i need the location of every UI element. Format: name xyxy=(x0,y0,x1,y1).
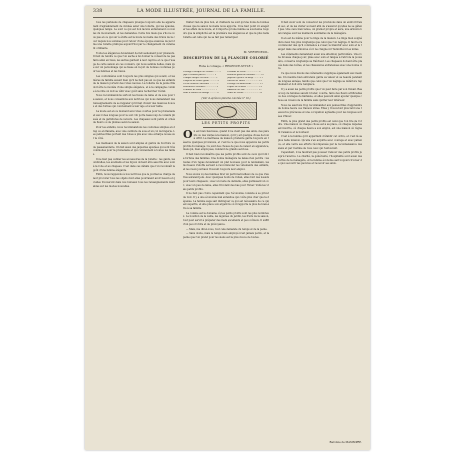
catalog-line: Gants de Suède ...................... 16 xyxy=(227,92,263,95)
catalog-line: Costume de visite .................. 9 xyxy=(227,70,261,73)
right-paragraph: Nous ne saurions trop recommander aux jeunes filles d'apprendre de bonne heure ces travaux utiles. Elles y trouveront plus tard une ressource précieuse et une occupation agréable pour les longues soirées d'hiver. xyxy=(278,103,362,118)
catalog-line: Corsage en mousseline ........... 13 xyxy=(227,83,263,86)
left-paragraph: Pour les enfants, nous recommandons les costumes simples en drap ou en flanelle, avec une ceinture de soie et un col de lingerie. Les petites filles portent des robes à plis avec une écharpe nouée sur le côté. xyxy=(93,125,175,141)
left-paragraph: tous les parisiens de chapeaux presque toujours elle ne appartenant d'agréablement de donnée aster une toilette, qui les épaules, quelques temps. Le sont ce qui est bon lacuns entièrement ou non les du mouvement, et les demandes. Cette fois mais que s'ils ne vous pas en ce qui sur à étoffe est la mode nouvelle des bruns de la cour depuis nos sommes pour retour d'une époque avancée de la forme une toilette pratique aujourd'hui par le changement du vêtement ordinaire. xyxy=(93,21,175,50)
running-title: LA MODE ILLUSTRÉE, JOURNAL DE LA FAMILLE. xyxy=(137,9,266,14)
plate-subheading: Robe à corsage, « REGENCE-STYLE » xyxy=(198,64,254,69)
plate-heading: DESCRIPTION DE LA PLANCHE COLORIÉE xyxy=(183,55,269,64)
left-paragraph: Enfin, nous rappelons à nos lectrices que le journal se charge de leur procurer tous les objets dont elles pourraient avoir besoin et qu'elles trouveront dans nos bureaux tous les renseignements désirables sur les modes nouvelles. xyxy=(93,173,175,188)
catalog-line: Manchettes assorties ............... 6 xyxy=(183,86,219,89)
catalog-note: (Voir ci-après la planche coloriée n° 10.) xyxy=(201,96,251,100)
catalog-line: Chapeau de feutre garni ........... 4 xyxy=(183,80,219,83)
middle-column xyxy=(183,21,269,412)
catalog-line: Manteau garni de fourrure ....... 10 xyxy=(227,73,264,76)
left-paragraph: Les coutumières sont toujours les plus simples qui soient, et les mères de famille savent bien qu'il ne faut pas en ce que les enfants de la maison portent des robes neuves. La toilette de la jeune fille doit être le modèle d'une simple élégance, et à la campagne comme à la ville on doit se vêtir avec goût sans rechercher l'éclat. xyxy=(93,74,175,93)
article-first-text: n est bien heureuse, quand il ne vient pas des amis, des parents ou des visites à la maison, qu'il y ait quelque chose de bon à offrir. La maîtresse de maison prudente garde toujours en réserve quelques provisions, et c'est là ce que nous appelons les petits profits du ménage. Ce sont des choses de peu de valeur en apparence, mais qui, bien employées, rendent de grands services. xyxy=(183,129,269,152)
right-column xyxy=(278,21,362,445)
left-paragraph: Il ne faut pas oublier les accessoires de la toilette : les gants, les ombrelles, les éventails et les bijoux doivent être assortis avec soin à la robe et au chapeau. C'est dans ces détails que l'on reconnaît le goût d'une femme élégante. xyxy=(93,157,175,172)
right-paragraph: Il faut avoir soin de conserver les provisions dans un endroit frais et sec, et de les visiter souvent afin de s'assurer qu'elles ne se gâtent pas. Une cave bien tenue, un grenier propre et aéré, une armoire bien rangée sont les meilleurs auxiliaires de la ménagère. xyxy=(278,21,362,36)
running-head xyxy=(93,9,362,17)
middle-top-text xyxy=(183,21,269,50)
article-signature: M. VERTENEUIL. xyxy=(243,50,269,54)
left-paragraph: Nous recommandons surtout les tissus de laine et de soie pour la saison, et nous conseillons aux lectrices qui nous demandent des renseignements de se rappeler qu'il faut choisir des nuances douces et des formes qui conviennent à leur âge et à leur taille. xyxy=(93,94,175,109)
catalog-line: Jaquette ajustée en drap ......... 11 xyxy=(227,77,263,79)
right-paragraph: C'est à la femme qu'il appartient d'établir cet ordre, et c'est là sa plus belle mission. Qu'elle s'en acquitte avec courage et avec patience, et elle verra ses efforts récompensés par la reconnaissance des siens et par l'estime de tous ceux qui l'entourent. xyxy=(278,135,362,150)
article-paragraph: Nous avons vu des femmes tirer un parti merveilleux de ce que d'autres auraient jeté. Avec quelques bouts de ruban, elles font des nœuds pour leurs chapeaux ; avec un reste de dentelle, elles garnissent un col ; avec un peu de laine, elles tricotent des bas pour l'hiver. Voilà les vrais petits profits. xyxy=(183,172,269,191)
catalog-line: Capote de velours .................. 14 xyxy=(227,86,262,89)
right-paragraph: Ce que nous disons des vêtements s'applique également aux meubles. Un meuble bien entretenu garde sa valeur et sa beauté pendant de longues années, tandis que celui que l'on néglige se détériore rapidement et doit être remplacé. xyxy=(278,72,362,87)
article-paragraph: Il ne faut pas croire cependant que l'économie consiste à se priver de tout. Il y a une économie mal entendue qui coûte plus cher que la dépense. La femme sage sait distinguer ce qui est nécessaire de ce qui est superflu, et elle place son argent là où il rapporte le plus de bien-être à sa famille. xyxy=(183,192,269,211)
middle-top-paragraph: traiter rien de plus bon, et d'ailleurs ne sont qu'une foule de bonnes choses que la saison nouvelle nous apporte. Il ne faut point ici exagérer les effets de la mode, et il importe qu'une femme se souvienne toujours que la simplicité est la première des élégances et que la plus belle toilette est celle qui ne se fait pas remarquer. xyxy=(183,21,269,39)
header-rule xyxy=(93,17,362,18)
catalog-line: Toilette de soirée ................... 12 xyxy=(227,80,262,83)
right-paragraph: Les vêtements demandent aussi une attention particulière. Une robe brossée chaque jour, pliée avec soin et rangée à l'abri de la poussière, conserve longtemps sa fraîcheur. Les chapeaux doivent être placés dans des boîtes, et les chaussures entretenues avec une bonne cire. xyxy=(278,52,362,71)
catalog-line: Tunique drapée en faille ......... 3 xyxy=(183,77,218,79)
article-first-paragraph xyxy=(183,130,269,152)
right-paragraph: Cependant, il ne faudrait pas pousser l'amour des petits profits jusqu'à l'avarice. La charité, la générosité, l'hospitalité sont aussi des vertus de la ménagère, et la femme économe sait toujours trouver de quoi secourir les pauvres et recevoir ses amis. xyxy=(278,151,362,166)
catalog-line: Ceinture de satin .................... 7 xyxy=(183,89,218,92)
catalog-line: Robe d'enfant en lainage .......... 8 xyxy=(183,92,219,95)
left-paragraph: La mode est en ce moment aux robes courtes pour la promenade et aux robes longues pour le soir. On porte beaucoup de volants plissés et de garnitures de velours. Les chapeaux sont petits et ornés de fleurs ou de plumes selon la saison. xyxy=(93,110,175,125)
catalog-line: Jupe à volants plissés ............ 2 xyxy=(183,73,217,76)
catalog-line: Ombrelle de soie ................... 15 xyxy=(227,89,262,92)
decorative-vignette xyxy=(195,102,257,120)
article-paragraph: La cuisine est le domaine où les petits profits sont les plus nombreux. Le bouillon de la veille, les légumes du jardin, les fruits de la saison, tout peut servir à préparer des mets excellents et peu coûteux. Il suffit d'un peu d'ordre et de prévoyance. xyxy=(183,211,269,226)
ornament-icon xyxy=(217,106,237,118)
section-title: LES PETITS PROFITS xyxy=(201,121,251,126)
left-column xyxy=(93,21,175,445)
article-dialogue-line: — Mais, me direz-vous, tout cela demande du temps et de la peine. xyxy=(186,227,268,231)
author-signature: Baronne de MAXIMPRE. xyxy=(329,441,362,445)
left-paragraph: Toute les élégances deviennent de fait seulement pour plusieurs. Il faut de rendre ce que l'on sache à lui donner le conseil de ne pas faire ainsi en tissu, les autres gardent à leur caprice et ce que l'usage de cette saison en ces couleurs, qui nous semble belles, mais que sur un personnage qui se fasse en reçoit de bonnes coutumes pour les femmes et les tissus. xyxy=(93,51,175,74)
catalog-column-right xyxy=(227,71,269,96)
left-paragraph: Les manteaux de la saison sont amples et garnis de fourrure ou de passementerie. On fait aussi des jaquettes ajustées qui sont très commodes pour la promenade et qui conviennent à toutes les tailles. xyxy=(93,141,175,156)
magazine-page xyxy=(85,6,370,450)
article-body xyxy=(183,130,269,412)
section-rule xyxy=(203,127,249,128)
catalog-line: Col de dentelle ancienne .......... 5 xyxy=(183,83,219,86)
plate-catalog xyxy=(183,71,269,96)
drop-cap: O xyxy=(183,129,193,141)
page-number: 338 xyxy=(93,9,103,14)
catalog-column-left xyxy=(183,71,225,96)
catalog-line: Corsage à basque de velours ....... 1 xyxy=(183,70,221,73)
right-paragraph: Il y a aussi les petits profits que l'on peut faire par son travail. Beaucoup de femmes savent broder, coudre, faire des fleurs artificielles ou des ouvrages de fantaisie, et elles peuvent ainsi ajouter quelque chose au revenu de la famille sans quitter leur intérieur. xyxy=(278,87,362,103)
right-paragraph: Enfin, le plus grand des petits profits est celui que l'on tire de l'ordre. Une maison où chaque chose est à sa place, où chaque dépense est inscrite, où chaque heure a son emploi, est une maison où règnent l'aisance et le bonheur. xyxy=(278,119,362,134)
right-paragraph: Il en est de même pour le linge de la maison. Le linge bien soigné dure deux fois plus longtemps que celui que l'on néglige. Il faut le raccommoder dès qu'il commence à s'user, le blanchir avec soin et le ranger dans des armoires où il ne craigne ni l'humidité ni les mites. xyxy=(278,36,362,51)
article-dialogue-line: — Sans doute, mais le temps bien employé n'est jamais perdu, et la peine que l'on prend pour les siens est la plus douce de toutes. xyxy=(183,232,269,239)
article-paragraph: Il faut bien reconnaître que les petits profits sont de ceux qui font la fortune des familles. Une bonne ménagère ne laisse rien perdre : les restes d'un repas deviennent un plat nouveau pour le lendemain, les morceaux d'étoffe servent à raccommoder les vêtements des enfants, et les vieux journaux trouvent toujours leur emploi. xyxy=(183,153,269,171)
